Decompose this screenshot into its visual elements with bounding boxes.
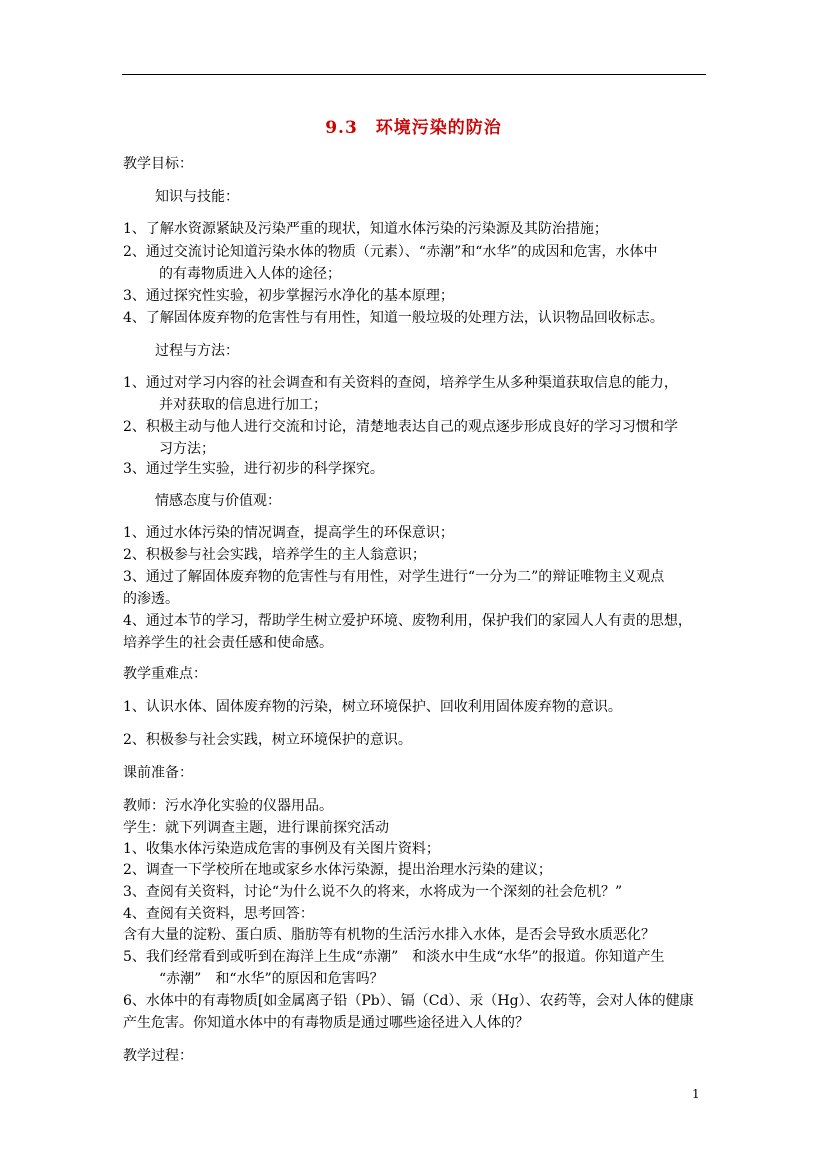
- prep-teacher: 教师：污水净化实验的仪器用品。: [123, 798, 333, 814]
- subheading-process: 过程与方法：: [155, 343, 239, 359]
- list-item: 1、收集水体污染造成危害的事例及有关图片资料；: [123, 841, 440, 857]
- subheading-knowledge: 知识与技能：: [155, 189, 239, 205]
- list-item-continuation: 习方法；: [159, 441, 215, 457]
- list-item-continuation: 产生危害。你知道水体中的有毒物质是通过哪些途径进入人体的？: [123, 1015, 529, 1031]
- list-item: 6、水体中的有毒物质[如金属离子铅（Pb）、镉（Cd）、汞（Hg）、农药等，会对人体的健康: [123, 993, 694, 1009]
- list-item: 2、积极参与社会实践，培养学生的主人翁意识；: [123, 547, 426, 563]
- page-number: 1: [692, 1087, 700, 1101]
- list-item: 1、认识水体、固体废弃物的污染，树立环境保护、回收利用固体废弃物的意识。: [123, 699, 622, 715]
- subheading-emotion: 情感态度与价值观：: [155, 493, 281, 509]
- header-rule: [122, 74, 706, 75]
- heading-teaching-process: 教学过程：: [123, 1048, 193, 1064]
- list-item: 3、查阅有关资料，讨论“为什么说不久的将来，水将成为一个深刻的社会危机？”: [123, 884, 623, 900]
- list-item-continuation: 培养学生的社会责任感和使命感。: [123, 635, 333, 651]
- list-item: 4、了解固体废弃物的危害性与有用性，知道一般垃圾的处理方法，认识物品回收标志。: [123, 310, 664, 326]
- list-item-continuation: 并对获取的信息进行加工；: [159, 397, 327, 413]
- list-item: 2、通过交流讨论知道污染水体的物质（元素）、“赤潮”和“水华”的成因和危害，水体中: [123, 244, 658, 260]
- list-item: 2、调查一下学校所在地或家乡水体污染源，提出治理水污染的建议；: [123, 862, 552, 878]
- list-item: 5、我们经常看到或听到在海洋上生成“赤潮” 和淡水中生成“水华”的报道。你知道产生: [123, 949, 665, 965]
- prep-student: 学生：就下列调查主题，进行课前探究活动: [123, 820, 389, 836]
- list-item-continuation: 的有毒物质进入人体的途径；: [159, 266, 341, 282]
- list-item: 2、积极主动与他人进行交流和讨论，清楚地表达自己的观点逐步形成良好的学习习惯和学: [123, 419, 678, 435]
- list-item: 1、了解水资源紧缺及污染严重的现状，知道水体污染的污染源及其防治措施；: [123, 221, 608, 237]
- list-item: 4、查阅有关资料，思考回答：: [123, 906, 314, 922]
- heading-prep: 课前准备：: [123, 765, 193, 781]
- list-item: 1、通过对学习内容的社会调查和有关资料的查阅，培养学生从多种渠道获取信息的能力，: [123, 375, 678, 391]
- list-item: 1、通过水体污染的情况调查，提高学生的环保意识；: [123, 525, 454, 541]
- heading-objectives: 教学目标：: [123, 156, 193, 172]
- list-item: 3、通过学生实验，进行初步的科学探究。: [123, 461, 384, 477]
- list-item: 2、积极参与社会实践，树立环境保护的意识。: [123, 732, 412, 748]
- heading-keypoints: 教学重难点：: [123, 666, 207, 682]
- page-title: 9.3 环境污染的防治: [325, 118, 502, 138]
- list-item-continuation: 的渗透。: [123, 591, 179, 607]
- list-item: 3、通过探究性实验，初步掌握污水净化的基本原理；: [123, 288, 454, 304]
- list-item: 3、通过了解固体废弃物的危害性与有用性，对学生进行“一分为二”的辩证唯物主义观点: [123, 569, 665, 585]
- list-item-continuation: “赤潮” 和“水华”的原因和危害吗？: [159, 971, 384, 987]
- list-item-continuation: 含有大量的淀粉、蛋白质、脂肪等有机物的生活污水排入水体，是否会导致水质恶化？: [123, 927, 655, 943]
- list-item: 4、通过本节的学习，帮助学生树立爱护环境、废物利用，保护我们的家园人人有责的思想，: [123, 613, 692, 629]
